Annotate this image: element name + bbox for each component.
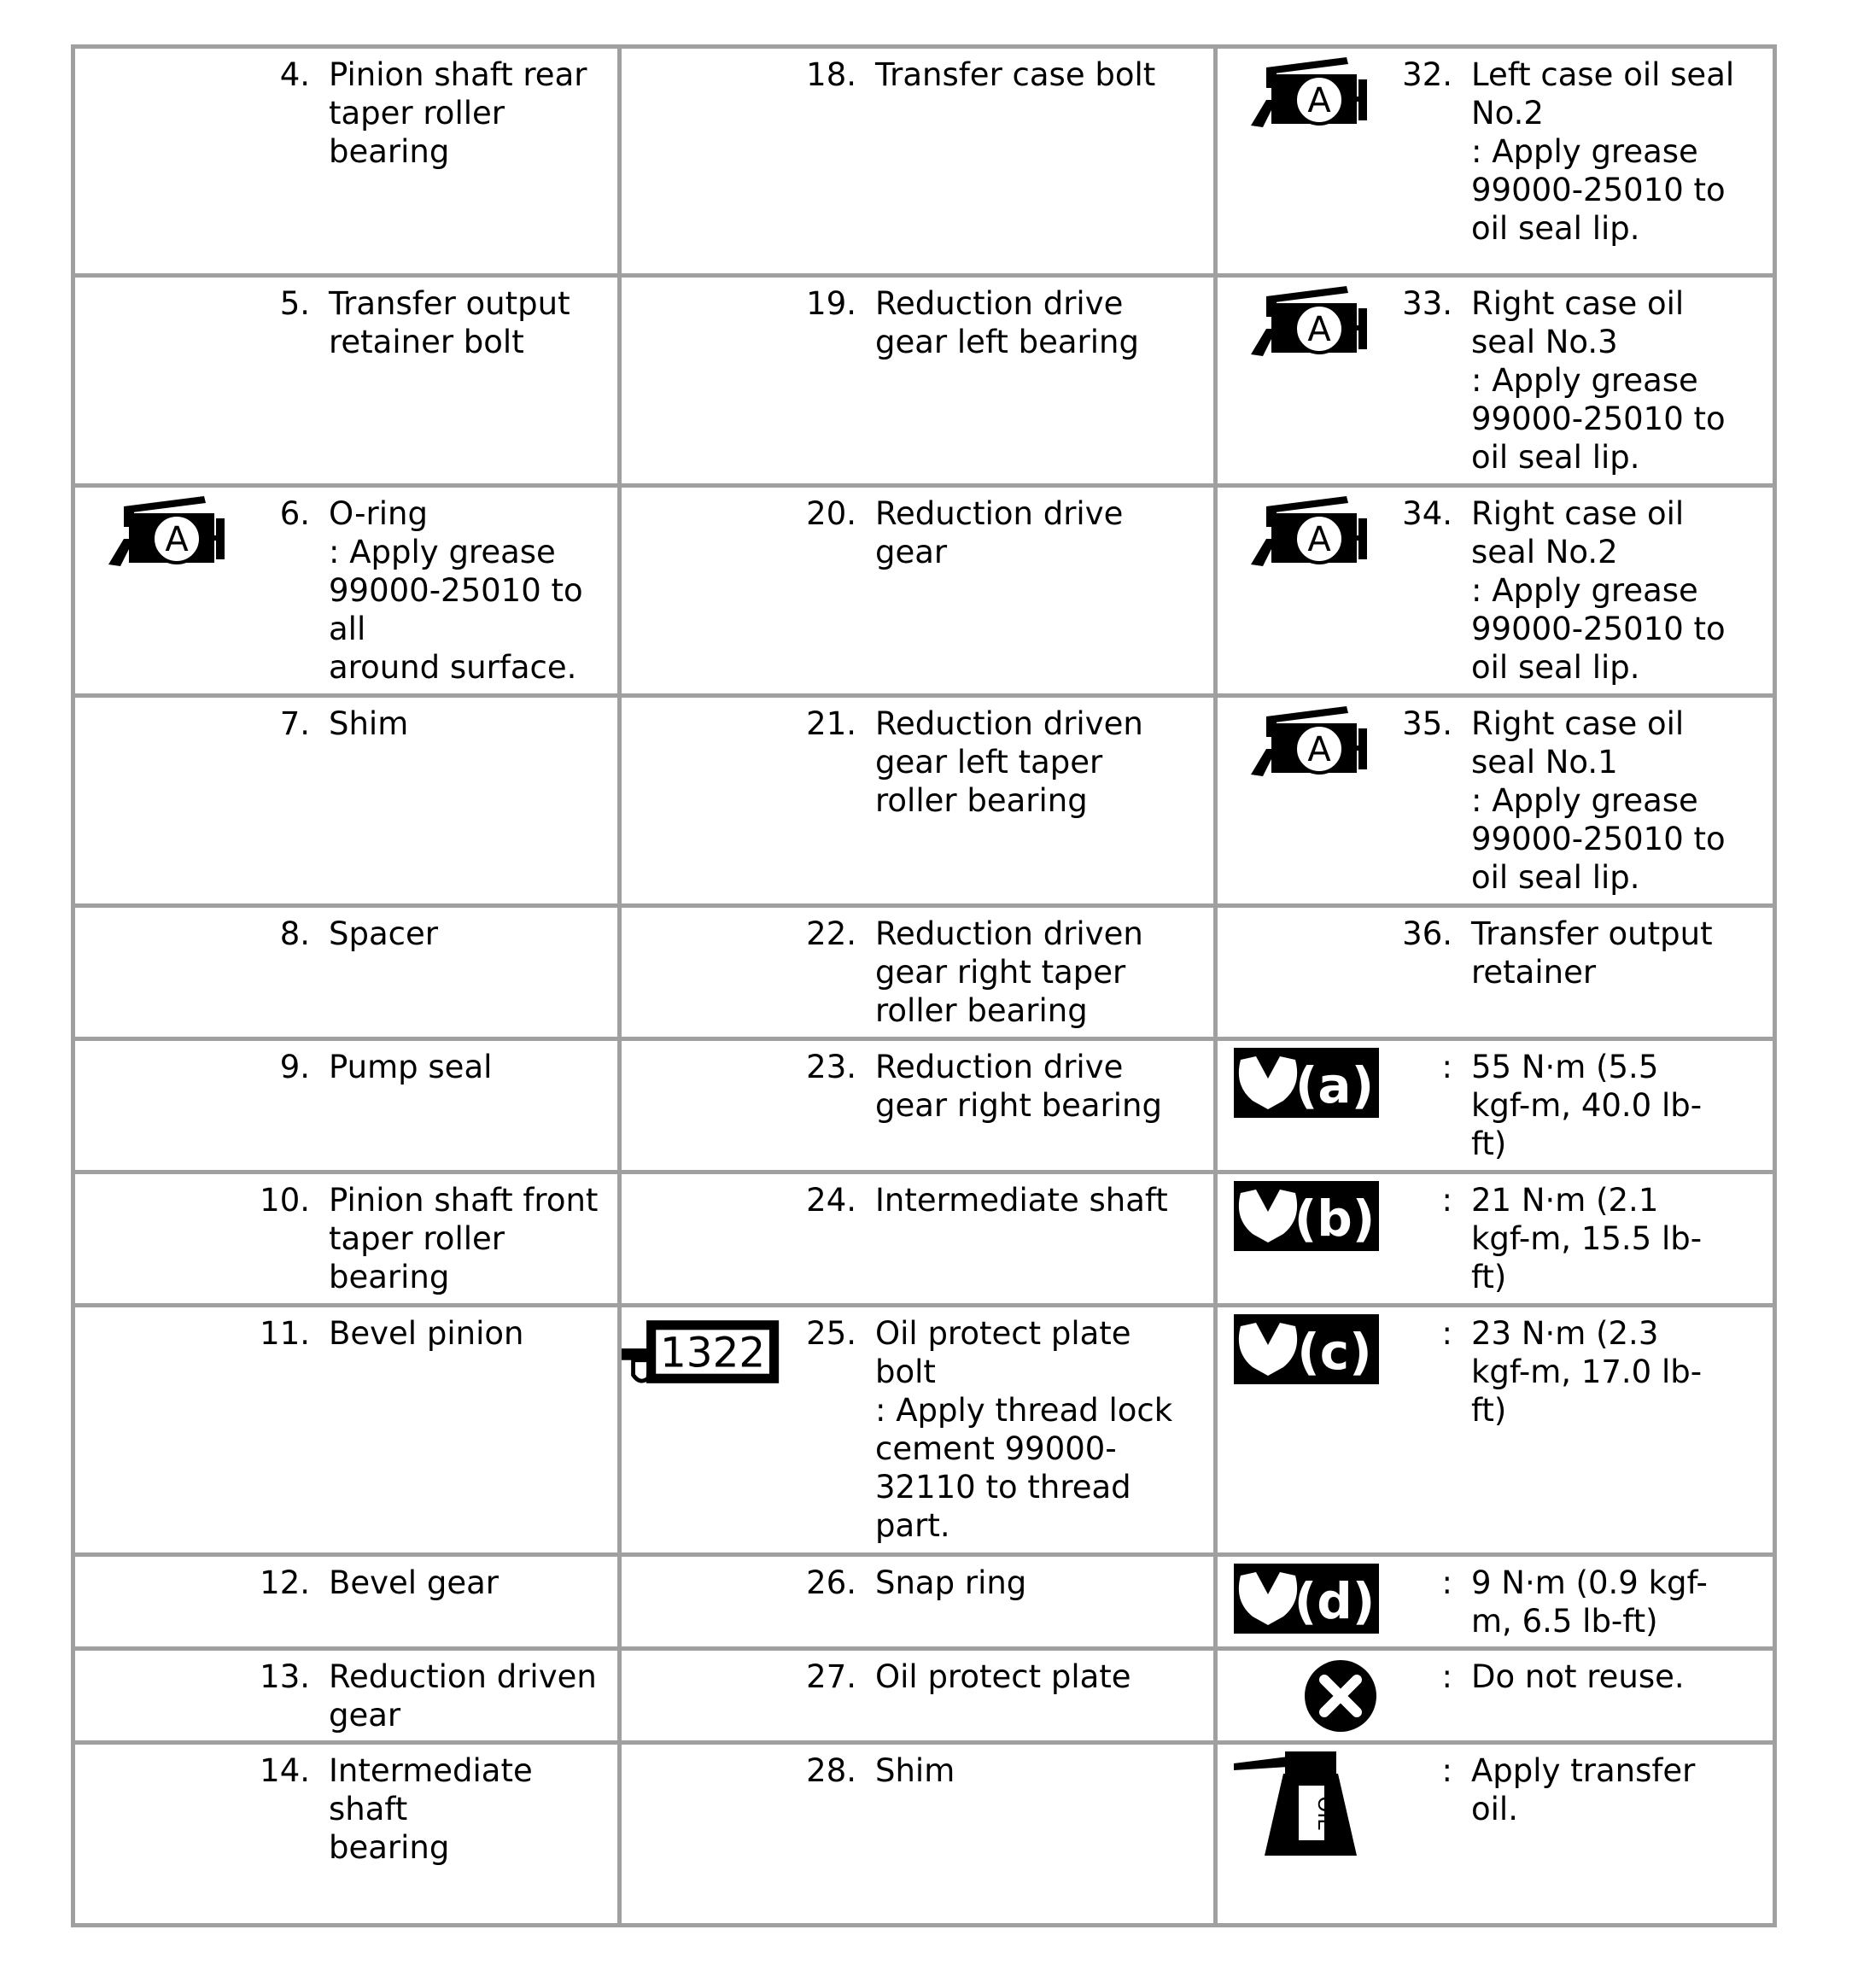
legend-cell (1216, 906, 1775, 1039)
thread-lock-code: 1322 (659, 1329, 766, 1377)
item-description: Pump seal (329, 1049, 493, 1085)
parts-legend-table (71, 44, 1777, 1927)
icon-slot (75, 1564, 242, 1615)
legend-cell (1216, 1039, 1775, 1172)
legend-cell (620, 696, 1216, 906)
item-number: 22. (806, 915, 856, 952)
icon-slot (1218, 284, 1384, 349)
item-description: Transfer case bolt (875, 56, 1156, 93)
item-description: Shim (875, 1752, 955, 1789)
icon-slot (1218, 1564, 1384, 1630)
legend-entry (1218, 908, 1773, 991)
legend-cell (620, 47, 1216, 276)
item-description: 21 N·m (2.1 kgf-m, 15.5 lb- ft) (1471, 1182, 1703, 1295)
item-number: 4. (279, 56, 310, 93)
item-description: Bevel gear (329, 1564, 499, 1601)
item-number: 35. (1402, 705, 1452, 742)
icon-slot (75, 494, 242, 559)
item-number: 13. (260, 1658, 310, 1695)
svg-text:A: A (1307, 81, 1331, 120)
legend-cell (620, 1649, 1216, 1743)
item-number: 5. (279, 285, 310, 322)
oil-label: OIL (1313, 1796, 1337, 1830)
do-not-reuse-icon (1302, 1658, 1379, 1734)
icon-slot (622, 1658, 788, 1709)
icon-slot (1218, 1314, 1384, 1381)
legend-row (73, 1743, 1775, 1926)
legend-entry (622, 698, 1213, 820)
item-number: : (1441, 1658, 1452, 1695)
legend-entry (75, 1307, 617, 1365)
item-description: O-ring : Apply grease 99000-25010 to all around surface. (329, 495, 583, 686)
legend-entry (75, 1745, 617, 1867)
item-number: : (1441, 1752, 1452, 1789)
icon-slot (75, 1048, 242, 1099)
item-description: Transfer output retainer bolt (329, 285, 570, 360)
icon-slot (75, 1658, 242, 1709)
legend-cell (620, 486, 1216, 696)
icon-slot (1218, 1181, 1384, 1248)
legend-entry (622, 278, 1213, 361)
item-description: Right case oil seal No.1 : Apply grease 99000-25010 to oil seal lip. (1471, 705, 1726, 896)
legend-entry (1218, 1651, 1773, 1709)
legend-entry (622, 908, 1213, 1030)
item-description: Shim (329, 705, 409, 742)
item-description: Pinion shaft front taper roller bearing (329, 1182, 599, 1295)
legend-entry (622, 1041, 1213, 1125)
legend-row (73, 1555, 1775, 1649)
grease-a-icon (1251, 705, 1379, 781)
legend-cell (73, 1039, 620, 1172)
icon-slot (622, 284, 788, 336)
item-description: 23 N·m (2.3 kgf-m, 17.0 lb- ft) (1471, 1315, 1703, 1429)
legend-entry (1218, 1745, 1773, 1828)
item-number: 8. (279, 915, 310, 952)
item-number: 6. (279, 495, 310, 532)
svg-text:A: A (165, 520, 189, 559)
item-number: 32. (1402, 56, 1452, 93)
legend-entry (75, 1174, 617, 1296)
legend-cell (73, 276, 620, 486)
item-description: Reduction driven gear right taper roller bearing (875, 915, 1143, 1029)
legend-cell (73, 1649, 620, 1743)
item-description: Right case oil seal No.2 : Apply grease 99000-25010 to oil seal lip. (1471, 495, 1726, 686)
legend-cell (620, 1172, 1216, 1306)
svg-text:A: A (1307, 310, 1331, 349)
legend-entry (1218, 278, 1773, 477)
legend-cell (1216, 1306, 1775, 1555)
item-description: Reduction drive gear left bearing (875, 285, 1139, 360)
legend-cell (1216, 696, 1775, 906)
item-number: 9. (279, 1049, 310, 1085)
item-number: : (1441, 1049, 1452, 1085)
legend-row (73, 696, 1775, 906)
legend-entry (622, 1557, 1213, 1615)
torque-icon-letter: (c) (1297, 1323, 1372, 1381)
transfer-oil-icon (1234, 1751, 1379, 1862)
item-number: 25. (806, 1315, 856, 1352)
item-number: 26. (806, 1564, 856, 1601)
grease-a-icon (1251, 284, 1379, 361)
legend-entry (622, 1174, 1213, 1232)
torque-icon-letter: (a) (1294, 1056, 1375, 1114)
item-number: 18. (806, 56, 856, 93)
item-number: 11. (260, 1315, 310, 1352)
torque-icon-letter: (d) (1294, 1572, 1376, 1630)
torque-icon (1234, 1181, 1379, 1251)
legend-cell (620, 1555, 1216, 1649)
item-number: 33. (1402, 285, 1452, 322)
item-number: : (1441, 1564, 1452, 1601)
item-number: 20. (806, 495, 856, 532)
torque-icon-letter: (b) (1294, 1190, 1376, 1248)
icon-slot (622, 1048, 788, 1099)
item-number: 24. (806, 1182, 856, 1219)
legend-cell (620, 1306, 1216, 1555)
legend-entry (1218, 1557, 1773, 1640)
icon-slot (1218, 705, 1384, 769)
legend-row (73, 486, 1775, 696)
icon-slot (75, 705, 242, 756)
torque-icon (1234, 1314, 1379, 1384)
legend-row (73, 47, 1775, 276)
item-number: : (1441, 1315, 1452, 1352)
legend-entry (75, 278, 617, 361)
svg-text:A: A (1307, 730, 1331, 769)
item-description: Reduction driven gear left taper roller bearing (875, 705, 1143, 819)
legend-cell (1216, 1172, 1775, 1306)
icon-slot (75, 1751, 242, 1803)
icon-slot (622, 56, 788, 107)
legend-cell (73, 47, 620, 276)
item-description: Bevel pinion (329, 1315, 524, 1352)
legend-entry (1218, 1041, 1773, 1163)
legend-entry (622, 1307, 1213, 1545)
icon-slot (1218, 494, 1384, 559)
item-number: 14. (260, 1752, 310, 1789)
legend-entry (622, 488, 1213, 571)
thread-lock-icon (622, 1314, 783, 1389)
legend-entry (1218, 1307, 1773, 1430)
item-number: 19. (806, 285, 856, 322)
legend-row (73, 1039, 1775, 1172)
legend-row (73, 276, 1775, 486)
legend-cell (73, 1743, 620, 1926)
item-description: 9 N·m (0.9 kgf- m, 6.5 lb-ft) (1471, 1564, 1708, 1640)
item-description: 55 N·m (5.5 kgf-m, 40.0 lb- ft) (1471, 1049, 1703, 1162)
item-number: 36. (1402, 915, 1452, 952)
item-number: 7. (279, 705, 310, 742)
item-number: 21. (806, 705, 856, 742)
legend-entry (622, 1745, 1213, 1803)
legend-entry (75, 698, 617, 756)
item-description: Transfer output retainer (1471, 915, 1713, 991)
icon-slot (622, 494, 788, 546)
icon-slot (1218, 1658, 1384, 1709)
item-description: Right case oil seal No.3 : Apply grease 99000-25010 to oil seal lip. (1471, 285, 1726, 476)
legend-cell (1216, 486, 1775, 696)
legend-cell (620, 276, 1216, 486)
icon-slot (75, 284, 242, 336)
torque-icon (1234, 1564, 1379, 1634)
legend-entry (75, 488, 617, 687)
icon-slot (622, 1181, 788, 1232)
legend-entry (75, 1041, 617, 1099)
legend-cell (73, 1172, 620, 1306)
legend-entry (1218, 1174, 1773, 1296)
legend-entry (1218, 488, 1773, 687)
item-description: Reduction driven gear (329, 1658, 597, 1734)
item-description: Apply transfer oil. (1471, 1752, 1696, 1827)
legend-cell (73, 906, 620, 1039)
legend-entry (75, 908, 617, 966)
legend-cell (620, 1039, 1216, 1172)
legend-cell (1216, 1649, 1775, 1743)
legend-cell (73, 486, 620, 696)
item-description: Intermediate shaft bearing (329, 1752, 533, 1866)
item-number: 23. (806, 1049, 856, 1085)
legend-cell (1216, 1743, 1775, 1926)
icon-slot (75, 1181, 242, 1232)
legend-cell (73, 1555, 620, 1649)
legend-entry (1218, 49, 1773, 248)
legend-cell (1216, 47, 1775, 276)
legend-row (73, 906, 1775, 1039)
legend-row (73, 1649, 1775, 1743)
grease-a-icon (108, 494, 237, 571)
legend-entry (75, 49, 617, 171)
legend-cell (1216, 1555, 1775, 1649)
icon-slot (75, 56, 242, 107)
icon-slot (75, 1314, 242, 1365)
icon-slot (1218, 1048, 1384, 1114)
torque-icon (1234, 1048, 1379, 1118)
item-description: Reduction drive gear right bearing (875, 1049, 1162, 1124)
item-number: : (1441, 1182, 1452, 1219)
legend-cell (1216, 276, 1775, 486)
item-description: Pinion shaft rear taper roller bearing (329, 56, 587, 170)
icon-slot (1218, 915, 1384, 966)
item-number: 27. (806, 1658, 856, 1695)
grease-a-icon (1251, 56, 1379, 132)
legend-cell (620, 1743, 1216, 1926)
legend-entry (622, 1651, 1213, 1709)
item-number: 28. (806, 1752, 856, 1789)
item-description: Spacer (329, 915, 438, 952)
legend-cell (73, 1306, 620, 1555)
icon-slot (622, 1751, 788, 1803)
icon-slot (622, 1314, 788, 1377)
item-number: 34. (1402, 495, 1452, 532)
item-number: 10. (260, 1182, 310, 1219)
item-number: 12. (260, 1564, 310, 1601)
legend-row (73, 1172, 1775, 1306)
legend-row (73, 1306, 1775, 1555)
svg-text:A: A (1307, 520, 1331, 559)
icon-slot (1218, 1751, 1384, 1830)
grease-a-icon (1251, 494, 1379, 571)
item-description: Reduction drive gear (875, 495, 1124, 570)
item-description: Oil protect plate (875, 1658, 1131, 1695)
icon-slot (622, 705, 788, 756)
icon-slot (1218, 56, 1384, 120)
legend-entry (1218, 698, 1773, 897)
icon-slot (622, 915, 788, 966)
icon-slot (622, 1564, 788, 1615)
legend-entry (75, 1557, 617, 1615)
legend-entry (622, 49, 1213, 107)
item-description: Do not reuse. (1471, 1658, 1685, 1695)
item-description: Intermediate shaft (875, 1182, 1168, 1219)
item-description: Snap ring (875, 1564, 1027, 1601)
item-description: Left case oil seal No.2 : Apply grease 99000-25010 to oil seal lip. (1471, 56, 1735, 247)
item-description: Oil protect plate bolt : Apply thread lock cement 99000- 32110 to thread part. (875, 1315, 1173, 1544)
legend-entry (75, 1651, 617, 1734)
legend-cell (620, 906, 1216, 1039)
legend-cell (73, 696, 620, 906)
icon-slot (75, 915, 242, 966)
